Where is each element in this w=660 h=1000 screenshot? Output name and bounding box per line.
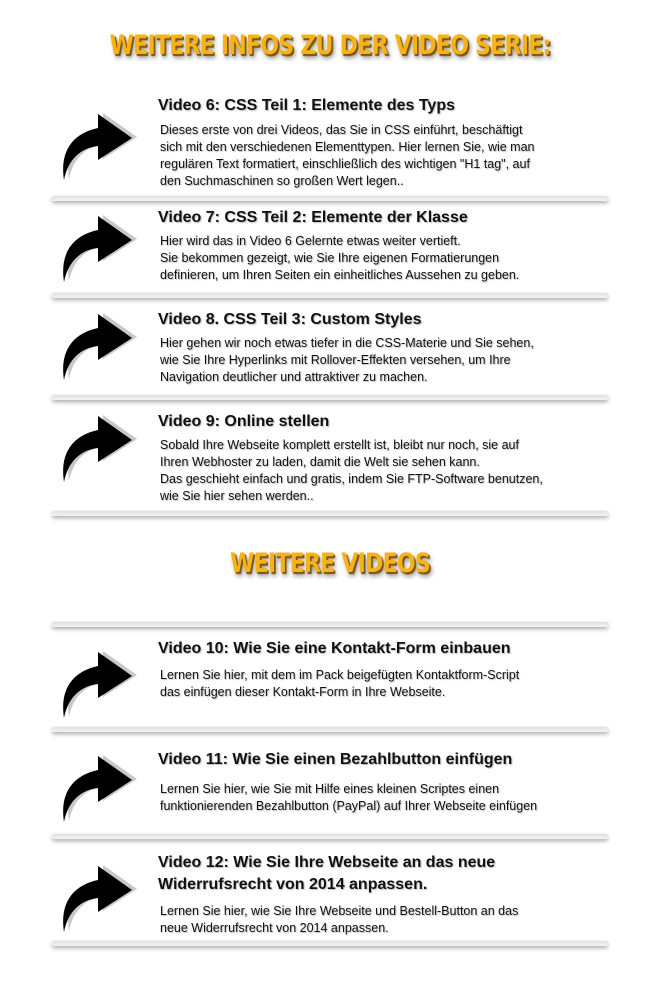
video-description: Hier wird das in Video 6 Gelernte etwas weiter vertieft. Sie bekommen gezeigt, wie Sie Ihre eigenen Formatierungen definieren, um Ihren Seiten ein einheitliches Aussehen zu geben. <box>160 234 520 282</box>
section-heading-series: WEITERE INFOS ZU DER VIDEO SERIE: <box>109 30 551 61</box>
section-heading-more-videos: WEITERE VIDEOS <box>229 548 431 579</box>
divider <box>52 834 608 839</box>
video-description: Lernen Sie hier, mit dem im Pack beigefügten Kontaktform-Script das einfügen dieser Kontakt-Form in Ihre Webseite. <box>160 668 520 699</box>
video-title: Video 9: Online stellen <box>158 413 330 430</box>
divider <box>52 727 608 732</box>
video-title: Video 10: Wie Sie eine Kontakt-Form einbauen <box>158 640 511 657</box>
curved-arrow-icon <box>58 102 138 182</box>
curved-arrow-icon <box>58 640 138 720</box>
divider <box>52 511 608 516</box>
curved-arrow-icon <box>58 744 138 824</box>
divider <box>52 196 608 201</box>
divider <box>52 395 608 400</box>
video-title: Video 8. CSS Teil 3: Custom Styles <box>158 311 422 328</box>
video-title: Video 12: Wie Sie Ihre Webseite an das neue Widerrufsrecht von 2014 anpassen. <box>158 854 496 893</box>
curved-arrow-icon <box>58 854 138 934</box>
curved-arrow-icon <box>58 204 138 284</box>
video-title: Video 6: CSS Teil 1: Elemente des Typs <box>158 97 455 114</box>
video-title: Video 7: CSS Teil 2: Elemente der Klasse <box>158 209 468 226</box>
curved-arrow-icon <box>58 302 138 382</box>
video-description: Hier gehen wir noch etwas tiefer in die CSS-Materie und Sie sehen, wie Sie Ihre Hyperlinks mit Rollover-Effekten versehen, um Ihre Navigation deutlicher und attraktiver zu machen. <box>160 336 534 384</box>
divider <box>52 622 608 627</box>
video-description: Sobald Ihre Webseite komplett erstellt ist, bleibt nur noch, sie auf Ihren Webhoster zu laden, damit die Welt sie sehen kann. Das geschieht einfach und gratis, indem Sie FTP-Software benutzen, wie Sie hier sehen werden.. <box>160 438 543 503</box>
video-description: Lernen Sie hier, wie Sie mit Hilfe eines kleinen Scriptes einen funktionierenden Bezahlbutton (PayPal) auf Ihrer Webseite einfügen <box>160 782 538 813</box>
video-title: Video 11: Wie Sie einen Bezahlbutton einfügen <box>158 751 513 768</box>
video-description: Dieses erste von drei Videos, das Sie in CSS einführt, beschäftigt sich mit den verschiedenen Elementtypen. Hier lernen Sie, wie man regulären Text formatiert, einschließlich des wichtigen "H1 tag", auf den Suchmaschinen so großen Wert legen.. <box>160 123 535 188</box>
divider <box>52 293 608 298</box>
video-description: Lernen Sie hier, wie Sie Ihre Webseite und Bestell-Button an das neue Widerrufsrecht von 2014 anpassen. <box>160 904 519 935</box>
divider <box>52 941 608 946</box>
curved-arrow-icon <box>58 404 138 484</box>
